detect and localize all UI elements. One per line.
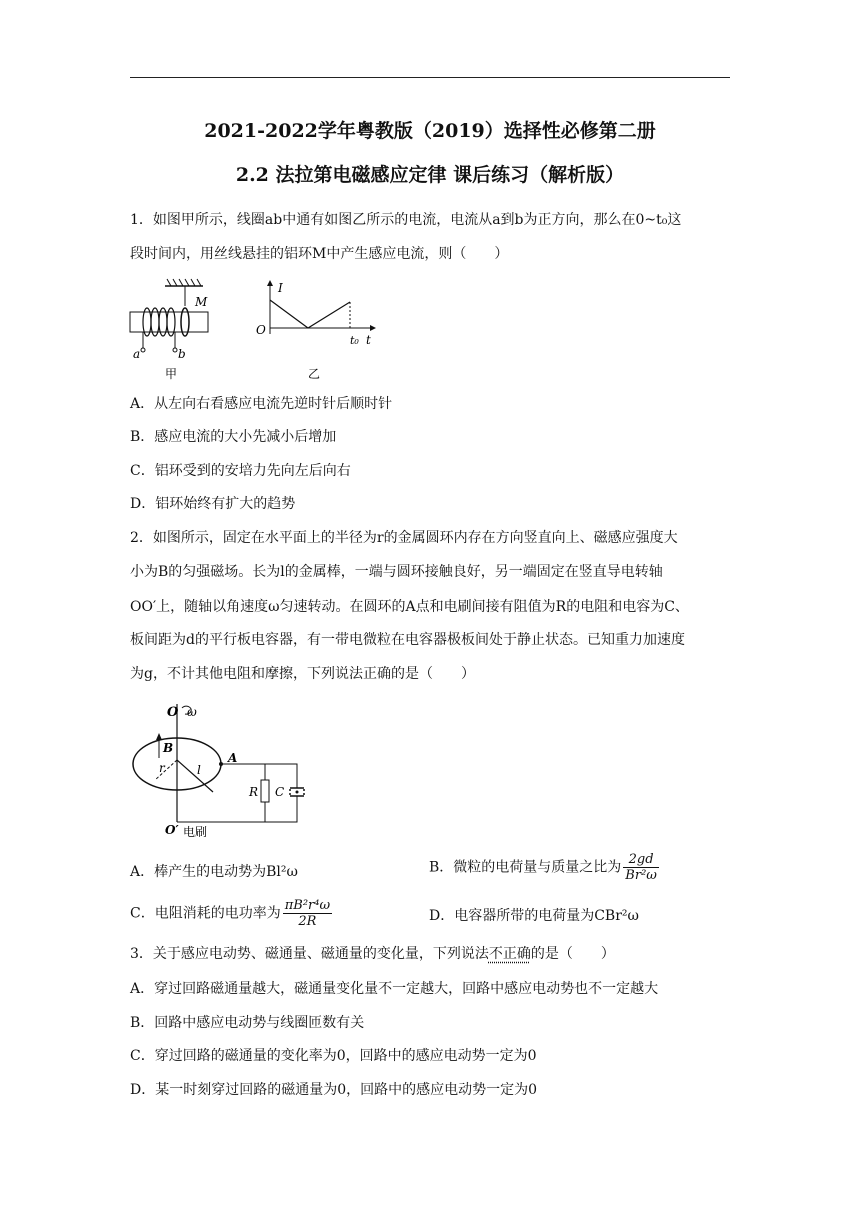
- q1-label-a: a: [133, 347, 141, 361]
- q1-label-t0: t₀: [350, 334, 359, 347]
- q3-option-c: C．穿过回路的磁通量的变化率为0，回路中的感应电动势一定为0: [130, 1048, 537, 1064]
- q3-option-b: B．回路中感应电动势与线圈匝数有关: [130, 1015, 365, 1031]
- q1-label-M: M: [195, 295, 208, 309]
- q2-label-R: R: [249, 785, 259, 799]
- q2-label-B: B: [163, 741, 174, 755]
- q3-stem-emphasis: 不正确: [488, 946, 531, 962]
- q2-label-A: A: [228, 751, 238, 765]
- q2-option-b-denominator: Br²ω: [625, 868, 657, 883]
- q2-label-l: l: [197, 763, 201, 777]
- header-rule: [130, 77, 730, 78]
- doc-title: 2021-2022学年粤教版（2019）选择性必修第二册: [204, 120, 656, 142]
- q1-label-I: I: [278, 281, 283, 295]
- q1-label-b: b: [178, 347, 186, 361]
- q2-option-b-text: B．微粒的电荷量与质量之比为: [429, 859, 622, 876]
- q3-option-a: A．穿过回路磁通量越大，磁通量变化量不一定越大，回路中感应电动势也不一定越大: [130, 981, 659, 997]
- q1-caption-jia: 甲: [165, 367, 178, 381]
- q2-stem-line1: 2．如图所示，固定在水平面上的半径为r的金属圆环内存在方向竖直向上、磁感应强度大: [130, 530, 678, 546]
- q1-option-c: C．铝环受到的安培力先向左后向右: [130, 463, 351, 479]
- q1-label-O: O: [256, 323, 266, 337]
- q3-stem-post: 的是（ ）: [530, 946, 615, 962]
- q3-stem: [130, 944, 740, 964]
- q3-option-d: D．某一时刻穿过回路的磁通量为0，回路中的感应电动势一定为0: [130, 1082, 538, 1098]
- q2-option-b: [429, 852, 659, 883]
- q2-option-b-numerator: 2gd: [623, 852, 659, 868]
- q2-option-c-numerator: πB²r⁴ω: [284, 898, 331, 913]
- q2-stem-line4: 板间距为d的平行板电容器，有一带电微粒在电容器极板间处于静止状态。已知重力加速度: [130, 632, 685, 648]
- q2-option-b-fraction: [623, 852, 659, 883]
- q3-stem-pre: 3．关于感应电动势、磁通量、磁通量的变化量，下列说法: [130, 946, 489, 962]
- q1-option-b: B．感应电流的大小先减小后增加: [130, 429, 337, 445]
- q2-label-r: r: [159, 761, 165, 775]
- q1-option-a: A．从左向右看感应电流先逆时针后顺时针: [130, 396, 393, 412]
- q2-label-brush: 电刷: [183, 825, 208, 839]
- doc-subtitle: 2.2 法拉第电磁感应定律 课后练习（解析版）: [235, 164, 625, 186]
- q1-figure-coil: [125, 276, 215, 384]
- q1-label-t: t: [366, 333, 371, 347]
- q2-stem-line3: OO′上，随轴以角速度ω匀速转动。在圆环的A点和电刷间接有阻值为R的电阻和电容为C、: [130, 599, 689, 615]
- q1-figure-graph: [250, 278, 380, 384]
- q2-label-C: C: [275, 785, 285, 799]
- q2-option-a: A．棒产生的电动势为Bl²ω: [130, 864, 298, 880]
- q2-label-O: O: [167, 705, 179, 720]
- q1-stem-line1: 1．如图甲所示，线圈ab中通有如图乙所示的电流，电流从a到b为正方向，那么在0~t₀这: [130, 212, 682, 228]
- q2-option-c: [130, 898, 332, 929]
- q2-stem-line2: 小为B的匀强磁场。长为l的金属棒，一端与圆环接触良好，另一端固定在竖直导电转轴: [130, 564, 663, 580]
- q2-figure-circuit: [125, 700, 310, 840]
- q2-option-d: D．电容器所带的电荷量为CBr²ω: [429, 908, 639, 924]
- q2-label-O-prime: O′: [165, 823, 179, 837]
- q2-label-omega: ω: [187, 705, 197, 719]
- q2-stem-line5: 为g，不计其他电阻和摩擦，下列说法正确的是（ ）: [130, 666, 475, 682]
- q2-option-c-text: C．电阻消耗的电功率为: [130, 905, 281, 922]
- q1-option-d: D．铝环始终有扩大的趋势: [130, 496, 296, 512]
- q1-stem-line2: 段时间内，用丝线悬挂的铝环M中产生感应电流，则（ ）: [130, 246, 509, 262]
- q1-caption-yi: 乙: [308, 367, 321, 381]
- q1-current-line: [270, 300, 350, 328]
- q2-option-c-fraction: [283, 898, 332, 929]
- q2-option-c-denominator: 2R: [298, 914, 317, 929]
